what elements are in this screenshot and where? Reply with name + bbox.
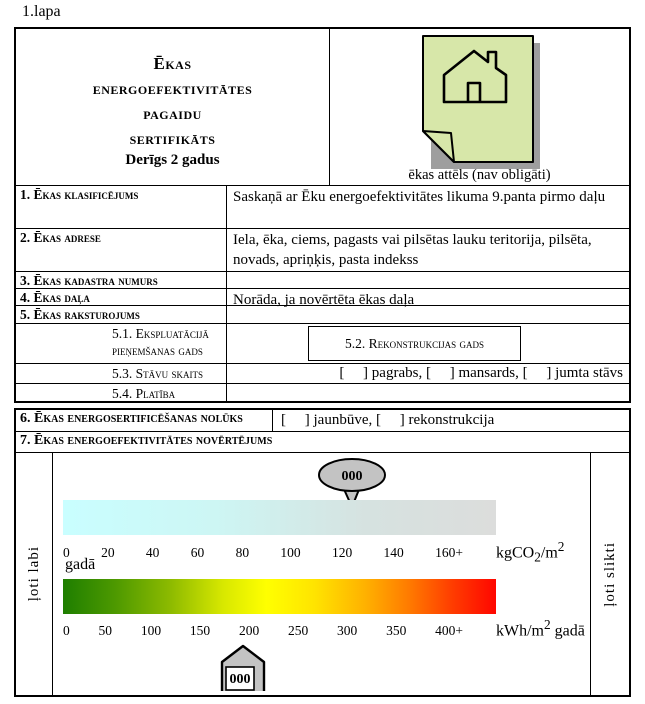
- tick-label: 80: [235, 545, 250, 561]
- table-row: [16, 305, 629, 323]
- row53-checkboxes: [ ] pagrabs, [ ] mansards, [ ] jumta stāvs: [339, 365, 623, 381]
- tick-label: 350: [386, 623, 407, 639]
- title-line: sertifikāts: [129, 129, 216, 148]
- energy-tick-row: [63, 617, 585, 640]
- tick-label: 20: [101, 545, 115, 561]
- row6-checkboxes: [ ] jaunbūve, [ ] rekonstrukcija: [281, 412, 495, 428]
- table-row: [16, 228, 629, 271]
- co2-unit-sub: 2: [534, 549, 541, 565]
- energy-ticks: [63, 623, 463, 639]
- tick-label: 150: [189, 623, 211, 639]
- table-row: [16, 185, 629, 228]
- co2-scale-bar: [63, 500, 496, 535]
- row4-label: 4. Ēkas daļa: [16, 289, 227, 305]
- image-caption: ēkas attēls (nav obligāti): [408, 167, 551, 183]
- co2-unit-text: /m: [540, 544, 558, 562]
- row2-label: 2. Ēkas adrese: [16, 229, 227, 271]
- row54-value: [227, 384, 629, 401]
- tick-label: 0: [63, 545, 70, 561]
- row1-value: Saskaņā ar Ēku energoefektivitātes likuma 9.panta pirmo daļu: [233, 189, 606, 205]
- tick-label: 100: [280, 545, 301, 561]
- row4-value: Norāda, ja novērtēta ēkas daļa: [233, 292, 415, 308]
- row53-label: 5.3. Stāvu skaits: [16, 364, 227, 383]
- table-row: [16, 383, 629, 401]
- building-image-cell: [330, 29, 629, 185]
- tick-label: 50: [98, 623, 113, 639]
- table-row: [16, 323, 629, 363]
- co2-unit-label: [496, 539, 564, 566]
- energy-unit-sup: 2: [544, 617, 551, 632]
- energy-value-callout: [215, 642, 271, 692]
- energy-unit-text: kWh/m: [496, 622, 544, 640]
- rating-scales: [53, 453, 590, 695]
- tick-label: 400+: [435, 623, 463, 639]
- energy-callout-value: 000: [229, 672, 251, 687]
- row54-label: 5.4. Platība: [16, 384, 227, 401]
- scale-left-cell: [16, 453, 53, 695]
- row51-label: 5.1. Ekspluatācijā pieņemšanas gads: [16, 324, 227, 363]
- table-row: [16, 410, 629, 431]
- co2-ticks: [63, 545, 463, 561]
- tick-label: 0: [63, 623, 70, 639]
- tick-label: 60: [190, 545, 205, 561]
- row2-value: Iela, ēka, ciems, pagasts vai pilsētas lauku teritorija, pilsēta, novads, apriņķis, pasta indekss: [233, 232, 592, 268]
- title-line: pagaidu: [143, 104, 202, 123]
- co2-tick-row: [63, 539, 564, 566]
- row51-value-cell: [227, 324, 308, 363]
- table-row: [16, 363, 629, 383]
- tick-label: 300: [337, 623, 358, 639]
- tick-label: 200: [238, 623, 260, 639]
- certificate-header-row: [16, 29, 629, 185]
- very-good-label: ļoti labi: [25, 546, 42, 602]
- energy-scale-bar: [63, 579, 496, 614]
- row51-value-area: [227, 324, 629, 363]
- table-row: [16, 288, 629, 308]
- certificate-title: [16, 29, 330, 185]
- row6-label: 6. Ēkas energosertificēšanas nolūks: [16, 410, 273, 431]
- page-number-label: 1.lapa: [22, 3, 61, 20]
- tick-label: 160+: [435, 545, 463, 561]
- table-row: [16, 271, 629, 288]
- row52-value-cell: [521, 324, 629, 363]
- building-image-icon: [414, 34, 546, 176]
- co2-unit-wrap: gadā: [65, 556, 96, 573]
- validity-note: Derīgs 2 gadus: [125, 152, 220, 168]
- row7-label: 7. Ēkas energoefektivitātes novērtējums: [16, 431, 629, 452]
- assessment-table: [14, 408, 631, 697]
- row52-label: 5.2. Rekonstrukcijas gads: [308, 326, 521, 361]
- tick-label: 100: [140, 623, 162, 639]
- tick-label: 120: [331, 545, 353, 561]
- energy-unit-text: gadā: [550, 622, 585, 640]
- co2-callout-value: 000: [341, 469, 363, 484]
- row5-value: [227, 306, 629, 323]
- certificate-main-table: [14, 27, 631, 403]
- title-line: energoefektivitātes: [92, 79, 253, 98]
- co2-unit-sup: 2: [557, 539, 565, 554]
- co2-unit-text: kgCO: [496, 544, 535, 562]
- row3-label: 3. Ēkas kadastra numurs: [16, 272, 227, 288]
- tick-label: 250: [287, 623, 309, 639]
- scale-right-cell: [590, 453, 629, 695]
- very-bad-label: ļoti slikti: [601, 541, 618, 607]
- energy-unit-label: [496, 617, 585, 640]
- row3-value: [227, 272, 629, 288]
- row1-label: 1. Ēkas klasificējums: [16, 186, 227, 228]
- tick-label: 40: [145, 545, 160, 561]
- rating-scales-row: [16, 452, 629, 695]
- title-line: Ēkas: [153, 54, 192, 73]
- row5-label: 5. Ēkas raksturojums: [16, 306, 227, 323]
- tick-label: 140: [383, 545, 404, 561]
